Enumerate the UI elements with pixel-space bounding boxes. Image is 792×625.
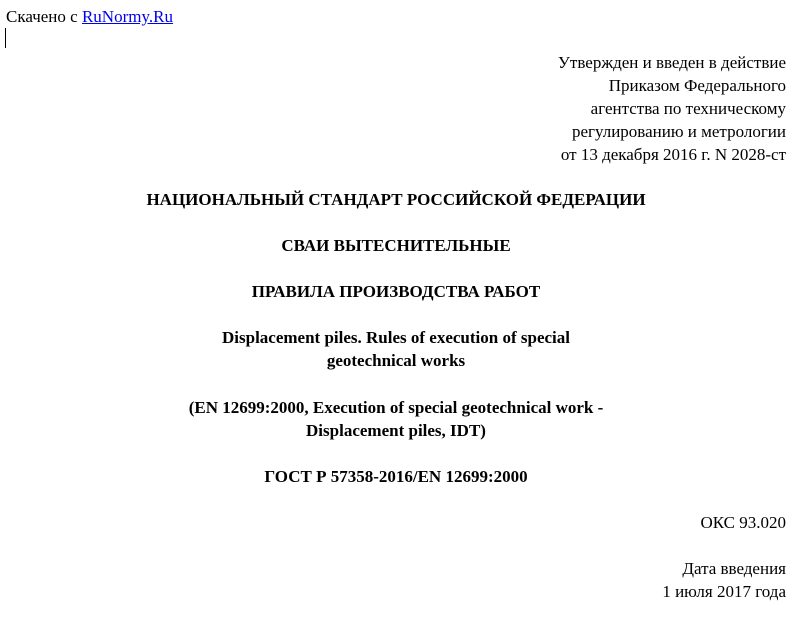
standard-title-text: НАЦИОНАЛЬНЫЙ СТАНДАРТ РОССИЙСКОЙ ФЕДЕРАЦИИ bbox=[146, 190, 646, 209]
oks-code: ОКС 93.020 bbox=[700, 513, 786, 532]
text-cursor bbox=[5, 28, 6, 48]
reference-standard bbox=[0, 396, 792, 442]
approval-line: агентства по техническому bbox=[590, 99, 786, 118]
reference-line: (EN 12699:2000, Execution of special geotechnical work - bbox=[188, 398, 604, 417]
introduction-date-block bbox=[662, 557, 786, 603]
approval-line: Приказом Федерального bbox=[608, 76, 786, 95]
reference-line: Displacement piles, IDT) bbox=[306, 421, 486, 440]
approval-line: от 13 декабря 2016 г. N 2028-ст bbox=[560, 145, 786, 164]
introduction-label: Дата введения bbox=[682, 559, 786, 578]
document-subtitle bbox=[0, 280, 792, 303]
english-title-line: geotechnical works bbox=[326, 351, 466, 370]
approval-block bbox=[366, 51, 786, 166]
gost-designation-text: ГОСТ Р 57358-2016/EN 12699:2000 bbox=[264, 467, 528, 486]
english-title bbox=[0, 326, 792, 372]
english-title-line: Displacement piles. Rules of execution of special bbox=[222, 328, 570, 347]
introduction-date: 1 июля 2017 года bbox=[662, 582, 786, 601]
source-line bbox=[6, 5, 173, 28]
approval-line: Утвержден и введен в действие bbox=[557, 53, 786, 72]
approval-line: регулированию и метрологии bbox=[571, 122, 786, 141]
document-title bbox=[0, 234, 792, 257]
document-title-text: СВАИ ВЫТЕСНИТЕЛЬНЫЕ bbox=[281, 236, 511, 255]
source-prefix: Скачено с bbox=[6, 7, 82, 26]
source-link[interactable]: RuNormy.Ru bbox=[81, 7, 173, 26]
standard-title bbox=[0, 188, 792, 211]
document-subtitle-text: ПРАВИЛА ПРОИЗВОДСТВА РАБОТ bbox=[251, 282, 541, 301]
gost-designation bbox=[0, 465, 792, 488]
